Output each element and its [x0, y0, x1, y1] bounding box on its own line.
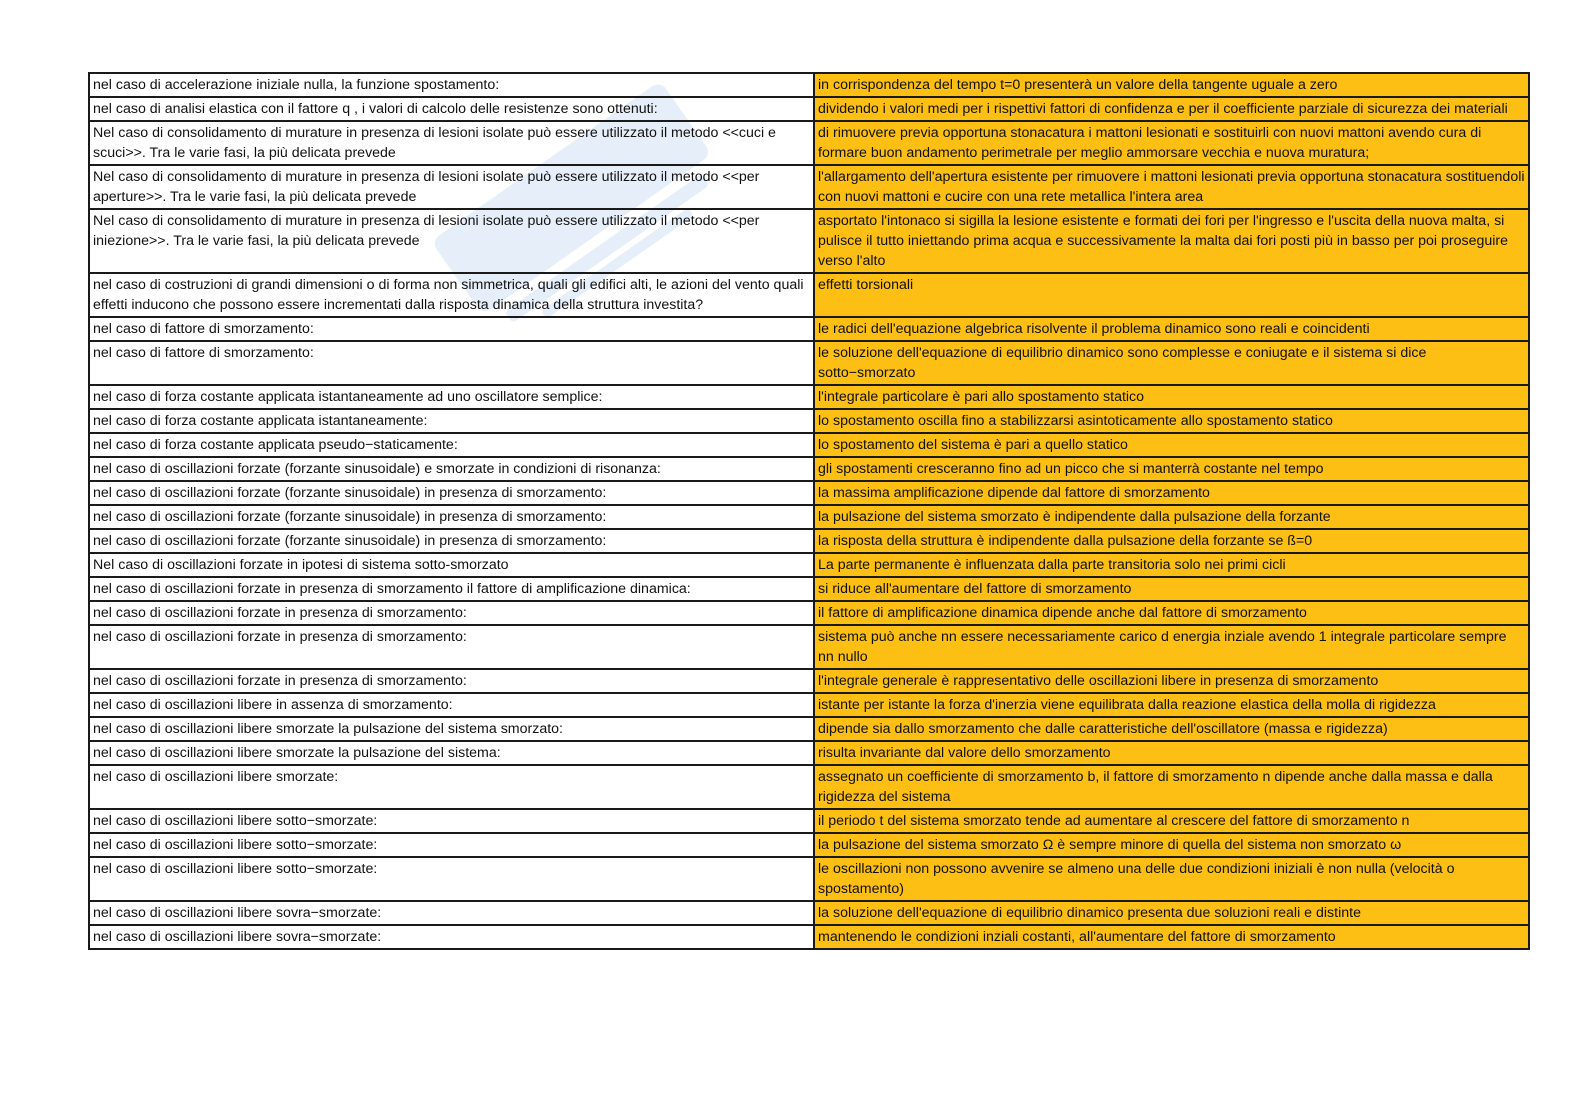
answer-cell: risulta invariante dal valore dello smorzamento [814, 741, 1529, 765]
table-row [89, 857, 1529, 901]
table-row [89, 457, 1529, 481]
answer-cell: la pulsazione del sistema smorzato Ω è sempre minore di quella del sistema non smorzato ω [814, 833, 1529, 857]
table-row [89, 717, 1529, 741]
question-cell: nel caso di forza costante applicata istantaneamente: [89, 409, 814, 433]
answer-cell: lo spostamento del sistema è pari a quello statico [814, 433, 1529, 457]
table-row [89, 209, 1529, 273]
answer-cell: mantenendo le condizioni inziali costanti, all'aumentare del fattore di smorzamento [814, 925, 1529, 949]
answer-cell: lo spostamento oscilla fino a stabilizzarsi asintoticamente allo spostamento statico [814, 409, 1529, 433]
question-cell: nel caso di oscillazioni libere smorzate la pulsazione del sistema: [89, 741, 814, 765]
table-row [89, 505, 1529, 529]
question-cell: nel caso di oscillazioni forzate in presenza di smorzamento: [89, 625, 814, 669]
question-cell: nel caso di oscillazioni libere sovra−smorzate: [89, 925, 814, 949]
answer-cell: la soluzione dell'equazione di equilibrio dinamico presenta due soluzioni reali e distinte [814, 901, 1529, 925]
answer-cell: la pulsazione del sistema smorzato è indipendente dalla pulsazione della forzante [814, 505, 1529, 529]
table-row [89, 809, 1529, 833]
question-cell: nel caso di oscillazioni forzate (forzante sinusoidale) in presenza di smorzamento: [89, 481, 814, 505]
table-row [89, 833, 1529, 857]
question-cell: nel caso di fattore di smorzamento: [89, 317, 814, 341]
table-row [89, 97, 1529, 121]
answer-cell: assegnato un coefficiente di smorzamento b, il fattore di smorzamento n dipende anche dalla massa e dalla rigidezza del sistema [814, 765, 1529, 809]
question-cell: Nel caso di consolidamento di murature in presenza di lesioni isolate può essere utilizzato il metodo <<per aperture>>. Tra le varie fasi, la più delicata prevede [89, 165, 814, 209]
question-cell: nel caso di oscillazioni libere smorzate la pulsazione del sistema smorzato: [89, 717, 814, 741]
answer-cell: l'integrale generale è rappresentativo delle oscillazioni libere in presenza di smorzamento [814, 669, 1529, 693]
question-cell: nel caso di oscillazioni forzate (forzante sinusoidale) in presenza di smorzamento: [89, 505, 814, 529]
answer-cell: le oscillazioni non possono avvenire se almeno una delle due condizioni iniziali è non nulla (velocità o spostamento) [814, 857, 1529, 901]
table-row [89, 669, 1529, 693]
answer-cell: in corrispondenza del tempo t=0 presenterà un valore della tangente uguale a zero [814, 73, 1529, 97]
answer-cell: si riduce all'aumentare del fattore di smorzamento [814, 577, 1529, 601]
table-row [89, 317, 1529, 341]
qa-table [88, 72, 1530, 950]
table-row [89, 577, 1529, 601]
answer-cell: sistema può anche nn essere necessariamente carico d energia inziale avendo 1 integrale particolare sempre nn nullo [814, 625, 1529, 669]
table-row [89, 121, 1529, 165]
question-cell: nel caso di oscillazioni libere sotto−smorzate: [89, 809, 814, 833]
table-row [89, 625, 1529, 669]
table-row [89, 385, 1529, 409]
answer-cell: il periodo t del sistema smorzato tende ad aumentare al crescere del fattore di smorzamento n [814, 809, 1529, 833]
table-row [89, 925, 1529, 949]
question-cell: nel caso di oscillazioni forzate in presenza di smorzamento il fattore di amplificazione dinamica: [89, 577, 814, 601]
table-row [89, 165, 1529, 209]
question-cell: nel caso di oscillazioni libere sovra−smorzate: [89, 901, 814, 925]
table-row [89, 741, 1529, 765]
question-cell: nel caso di oscillazioni forzate (forzante sinusoidale) e smorzate in condizioni di risonanza: [89, 457, 814, 481]
answer-cell: La parte permanente è influenzata dalla parte transitoria solo nei primi cicli [814, 553, 1529, 577]
qa-table-body [89, 73, 1529, 949]
question-cell: nel caso di oscillazioni libere in assenza di smorzamento: [89, 693, 814, 717]
answer-cell: di rimuovere previa opportuna stonacatura i mattoni lesionati e sostituirli con nuovi mattoni avendo cura di formare buon andamento perimetrale per meglio ammorsare vecchia e nuova muratura; [814, 121, 1529, 165]
table-row [89, 765, 1529, 809]
answer-cell: dipende sia dallo smorzamento che dalle caratteristiche dell'oscillatore (massa e rigidezza) [814, 717, 1529, 741]
question-cell: nel caso di costruzioni di grandi dimensioni o di forma non simmetrica, quali gli edifici alti, le azioni del vento quali effetti inducono che possono essere incrementati dalla risposta dinamica della struttura investita? [89, 273, 814, 317]
answer-cell: le radici dell'equazione algebrica risolvente il problema dinamico sono reali e coincidenti [814, 317, 1529, 341]
question-cell: Nel caso di oscillazioni forzate in ipotesi di sistema sotto-smorzato [89, 553, 814, 577]
table-row [89, 433, 1529, 457]
answer-cell: la massima amplificazione dipende dal fattore di smorzamento [814, 481, 1529, 505]
table-row [89, 693, 1529, 717]
question-cell: nel caso di accelerazione iniziale nulla, la funzione spostamento: [89, 73, 814, 97]
table-row [89, 553, 1529, 577]
question-cell: nel caso di forza costante applicata pseudo−staticamente: [89, 433, 814, 457]
answer-cell: istante per istante la forza d'inerzia viene equilibrata dalla reazione elastica della molla di rigidezza [814, 693, 1529, 717]
answer-cell: il fattore di amplificazione dinamica dipende anche dal fattore di smorzamento [814, 601, 1529, 625]
question-cell: nel caso di oscillazioni libere sotto−smorzate: [89, 857, 814, 901]
question-cell: nel caso di oscillazioni forzate in presenza di smorzamento: [89, 669, 814, 693]
table-row [89, 341, 1529, 385]
table-row [89, 601, 1529, 625]
question-cell: nel caso di fattore di smorzamento: [89, 341, 814, 385]
table-row [89, 901, 1529, 925]
question-cell: Nel caso di consolidamento di murature in presenza di lesioni isolate può essere utilizzato il metodo <<per iniezione>>. Tra le varie fasi, la più delicata prevede [89, 209, 814, 273]
table-row [89, 73, 1529, 97]
question-cell: nel caso di analisi elastica con il fattore q , i valori di calcolo delle resistenze sono ottenuti: [89, 97, 814, 121]
answer-cell: le soluzione dell'equazione di equilibrio dinamico sono complesse e coniugate e il sistema si dice sotto−smorzato [814, 341, 1529, 385]
question-cell: nel caso di oscillazioni libere smorzate: [89, 765, 814, 809]
table-row [89, 481, 1529, 505]
table-row [89, 529, 1529, 553]
table-row [89, 409, 1529, 433]
answer-cell: dividendo i valori medi per i rispettivi fattori di confidenza e per il coefficiente parziale di sicurezza dei materiali [814, 97, 1529, 121]
table-row [89, 273, 1529, 317]
question-cell: nel caso di forza costante applicata istantaneamente ad uno oscillatore semplice: [89, 385, 814, 409]
answer-cell: asportato l'intonaco si sigilla la lesione esistente e formati dei fori per l'ingresso e l'uscita della nuova malta, si pulisce il tutto iniettando prima acqua e successivamente la malta dai fori posti più in basso per poi proseguire verso l'alto [814, 209, 1529, 273]
question-cell: Nel caso di consolidamento di murature in presenza di lesioni isolate può essere utilizzato il metodo <<cuci e scuci>>. Tra le varie fasi, la più delicata prevede [89, 121, 814, 165]
answer-cell: la risposta della struttura è indipendente dalla pulsazione della forzante se ß=0 [814, 529, 1529, 553]
answer-cell: l'allargamento dell'apertura esistente per rimuovere i mattoni lesionati previa opportuna stonacatura sostituendoli con nuovi mattoni e cucire con una rete metallica l'intera area [814, 165, 1529, 209]
answer-cell: l'integrale particolare è pari allo spostamento statico [814, 385, 1529, 409]
question-cell: nel caso di oscillazioni forzate in presenza di smorzamento: [89, 601, 814, 625]
answer-cell: gli spostamenti cresceranno fino ad un picco che si manterrà costante nel tempo [814, 457, 1529, 481]
answer-cell: effetti torsionali [814, 273, 1529, 317]
question-cell: nel caso di oscillazioni libere sotto−smorzate: [89, 833, 814, 857]
question-cell: nel caso di oscillazioni forzate (forzante sinusoidale) in presenza di smorzamento: [89, 529, 814, 553]
